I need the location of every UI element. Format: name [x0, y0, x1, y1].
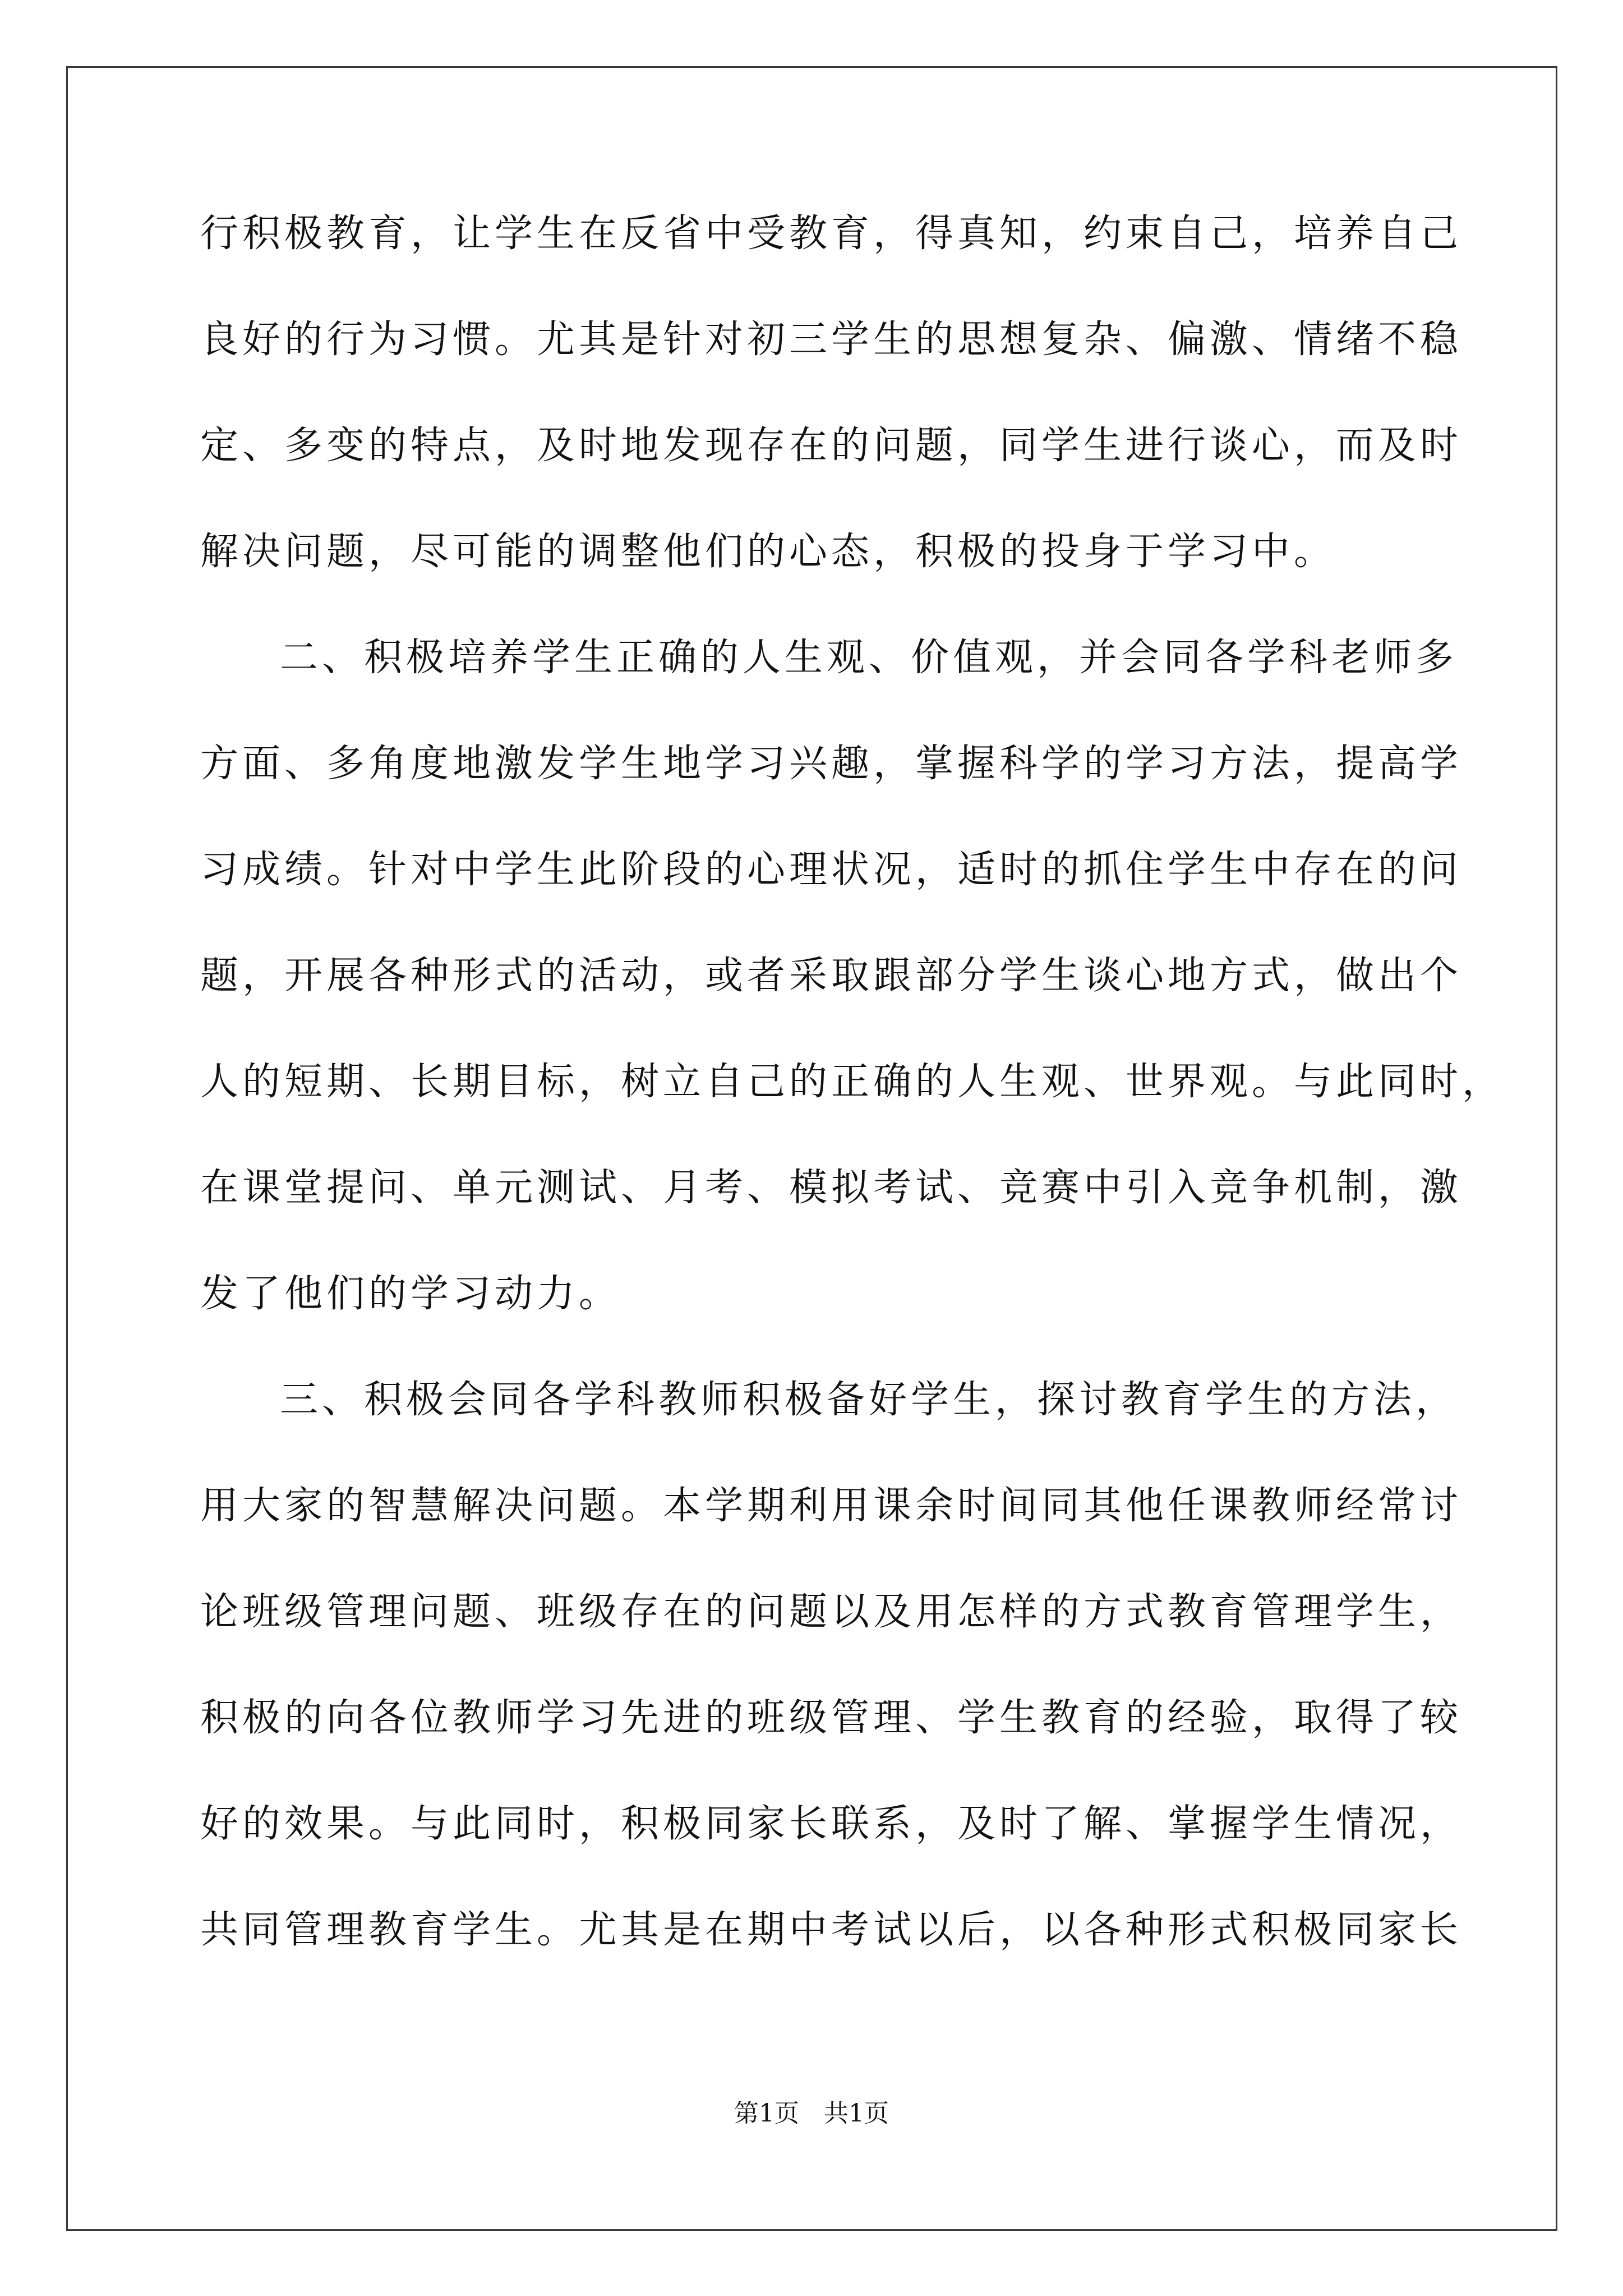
text-line: 习成绩。针对中学生此阶段的心理状况，适时的抓住学生中存在的问: [200, 848, 1463, 892]
text-line: 定、多变的特点，及时地发现存在的问题，同学生进行谈心，而及时: [200, 424, 1463, 468]
text-line: 好的效果。与此同时，积极同家长联系，及时了解、掌握学生情况，: [200, 1802, 1463, 1846]
text-line: 题，开展各种形式的活动，或者采取跟部分学生谈心地方式，做出个: [200, 954, 1463, 998]
paragraph-start-line: 二、积极培养学生正确的人生观、价值观，并会同各学科老师多: [280, 636, 1458, 680]
text-line: 良好的行为习惯。尤其是针对初三学生的思想复杂、偏激、情绪不稳: [200, 318, 1463, 362]
text-line: 用大家的智慧解决问题。本学期利用课余时间同其他任课教师经常讨: [200, 1484, 1463, 1528]
text-line: 人的短期、长期目标，树立自己的正确的人生观、世界观。与此同时，: [200, 1060, 1505, 1104]
text-line: 方面、多角度地激发学生地学习兴趣，掌握科学的学习方法，提高学: [200, 742, 1463, 786]
text-line: 积极的向各位教师学习先进的班级管理、学生教育的经验，取得了较: [200, 1696, 1463, 1740]
text-line: 共同管理教育学生。尤其是在期中考试以后，以各种形式积极同家长: [200, 1908, 1463, 1952]
paragraph-start-line: 三、积极会同各学科教师积极备好学生，探讨教育学生的方法，: [280, 1378, 1458, 1422]
text-line: 解决问题，尽可能的调整他们的心态，积极的投身于学习中。: [200, 530, 1336, 574]
text-line: 发了他们的学习动力。: [200, 1272, 621, 1316]
text-line: 在课堂提问、单元测试、月考、模拟考试、竞赛中引入竞争机制，激: [200, 1166, 1463, 1210]
document-body: [200, 208, 1505, 2010]
text-line: 论班级管理问题、班级存在的问题以及用怎样的方式教育管理学生，: [200, 1590, 1463, 1634]
page-number-footer: 第1页 共1页: [734, 2099, 889, 2128]
text-line: 行积极教育，让学生在反省中受教育，得真知，约束自己，培养自己: [200, 211, 1463, 256]
